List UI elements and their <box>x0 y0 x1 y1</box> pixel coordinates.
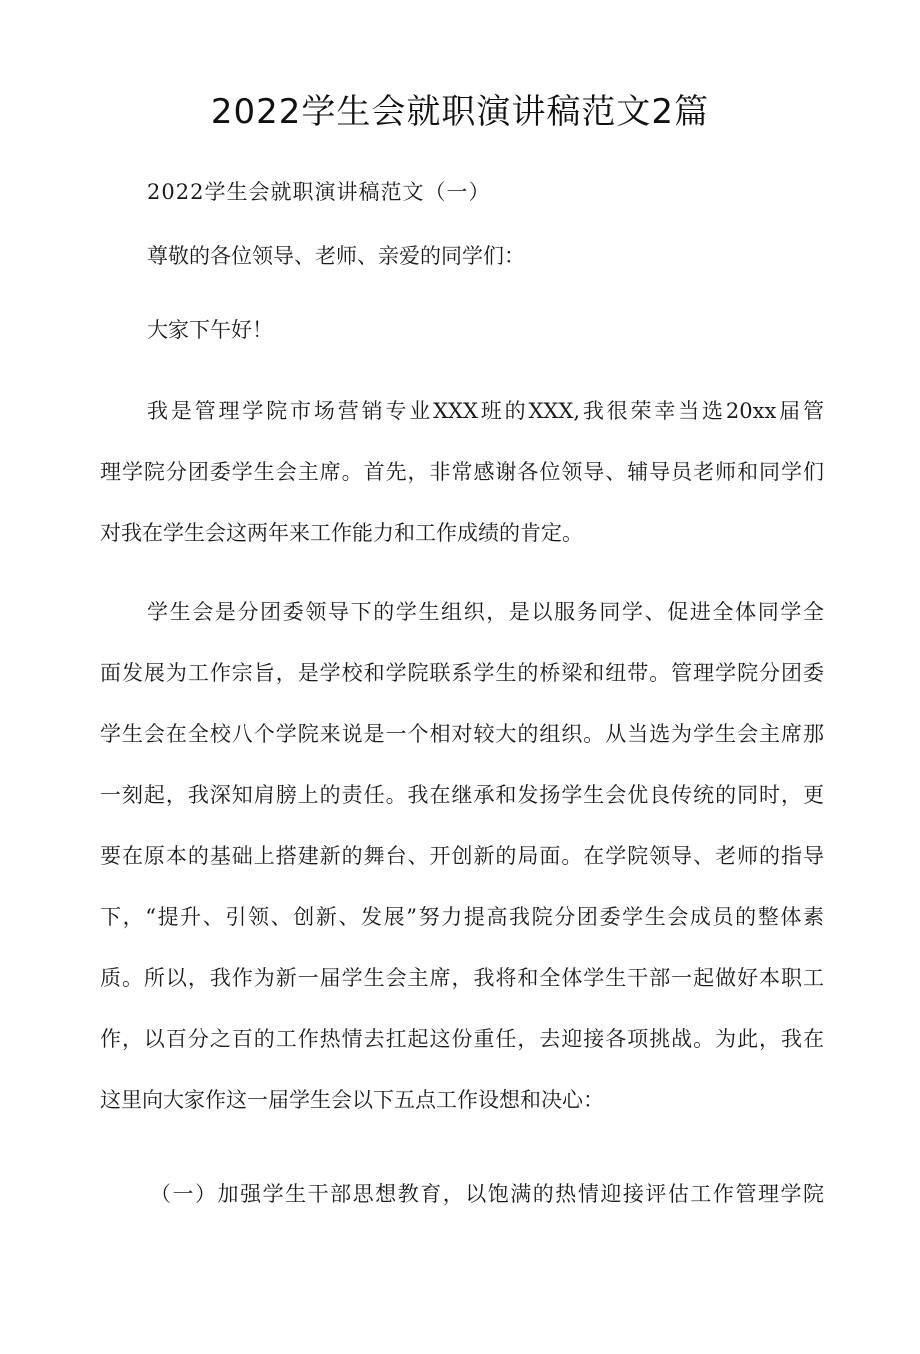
document-subtitle: 2022学生会就职演讲稿范文（一） <box>147 180 491 204</box>
paragraph2-line: 一刻起，我深知肩膀上的责任。我在继承和发扬学生会优良传统的同时，更 <box>100 783 824 807</box>
paragraph2-line: 这里向大家作这一届学生会以下五点工作设想和决心： <box>100 1088 604 1112</box>
paragraph2-line: 要在原本的基础上搭建新的舞台、开创新的局面。在学院领导、老师的指导 <box>100 844 824 868</box>
paragraph2-line: 下，“提升、引领、创新、发展”努力提高我院分团委学生会成员的整体素 <box>100 905 824 929</box>
paragraph1-line: 我是管理学院市场营销专业XXX班的XXX,我很荣幸当选20xx届管 <box>147 399 824 423</box>
salutation: 尊敬的各位领导、老师、亲爱的同学们： <box>147 244 525 268</box>
paragraph2-line: 作，以百分之百的工作热情去扛起这份重任，去迎接各项挑战。为此，我在 <box>100 1027 824 1051</box>
paragraph1-line: 对我在学生会这两年来工作能力和工作成绩的肯定。 <box>100 521 583 545</box>
document-title: 2022学生会就职演讲稿范文2篇 <box>210 92 710 132</box>
paragraph2-line: 质。所以，我作为新一届学生会主席，我将和全体学生干部一起做好本职工 <box>100 966 824 990</box>
paragraph2-line: 学生会在全校八个学院来说是一个相对较大的组织。从当选为学生会主席那 <box>100 722 824 746</box>
paragraph2-line: 学生会是分团委领导下的学生组织，是以服务同学、促进全体同学全 <box>147 600 824 624</box>
paragraph2-line: 面发展为工作宗旨，是学校和学院联系学生的桥梁和纽带。管理学院分团委 <box>100 661 824 685</box>
paragraph3-line: （一）加强学生干部思想教育，以饱满的热情迎接评估工作管理学院 <box>150 1182 824 1206</box>
paragraph1-line: 理学院分团委学生会主席。首先，非常感谢各位领导、辅导员老师和同学们 <box>100 460 824 484</box>
greeting: 大家下午好！ <box>147 318 273 342</box>
